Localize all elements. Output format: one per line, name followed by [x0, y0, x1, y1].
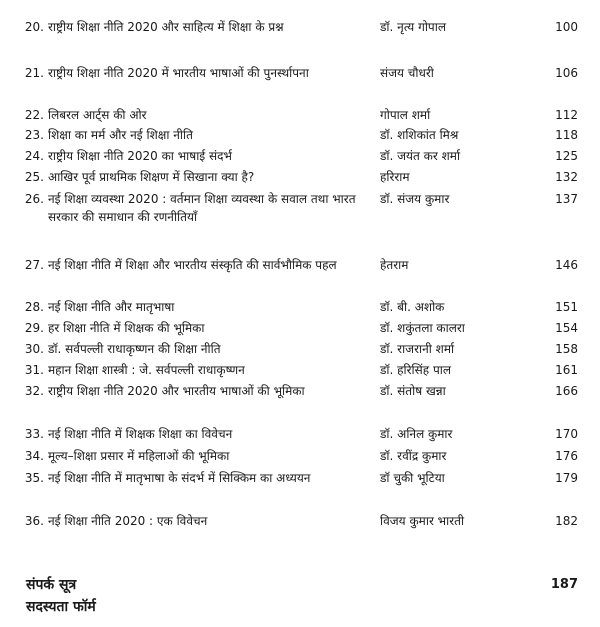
entry-number: 27.	[24, 258, 44, 272]
entry-author: विजय कुमार भारती	[380, 514, 465, 528]
entry-title: नई शिक्षा नीति में मातृभाषा के संदर्भ में सिक्किम का अध्ययन	[48, 471, 311, 485]
entry-page: 170	[555, 427, 578, 441]
entry-number: 28.	[24, 300, 44, 314]
entry-page: 112	[555, 108, 578, 122]
entry-number: 31.	[24, 363, 44, 377]
entry-page: 161	[555, 363, 578, 377]
entry-author: डॉ. नृत्य गोपाल	[380, 20, 446, 34]
entry-author: डॉ. शशिकांत मिश्र	[380, 128, 459, 142]
entry-title: लिबरल आर्ट्स की ओर	[48, 108, 147, 122]
entry-number: 32.	[24, 384, 44, 398]
entry-title: नई शिक्षा नीति और मातृभाषा	[48, 300, 175, 314]
entry-author: डॉ. हरिसिंह पाल	[380, 363, 452, 377]
membership-heading: सदस्यता फॉर्म	[26, 599, 96, 615]
entry-number: 34.	[24, 449, 44, 463]
entry-title: नई शिक्षा नीति 2020 : एक विवेचन	[48, 514, 208, 528]
entry-author: डॉ. जयंत कर शर्मा	[380, 149, 461, 163]
entry-author: डॉ चुकी भूटिया	[380, 471, 445, 485]
entry-title: महान शिक्षा शास्त्री : जे. सर्वपल्ली राधाकृष्णन	[48, 363, 245, 377]
entry-author: डॉ. संजय कुमार	[380, 192, 450, 206]
entry-title: शिक्षा का मर्म और नई शिक्षा नीति	[48, 128, 193, 142]
entry-number: 23.	[24, 128, 44, 142]
entry-number: 33.	[24, 427, 44, 441]
entry-title: राष्ट्रीय शिक्षा नीति 2020 में भारतीय भाषाओं की पुनर्स्थापना	[48, 66, 309, 80]
entry-title: नई शिक्षा नीति में शिक्षक शिक्षा का विवेचन	[48, 427, 233, 441]
entry-author: हरिराम	[380, 170, 410, 184]
entry-number: 36.	[24, 514, 44, 528]
entry-number: 29.	[24, 321, 44, 335]
entry-number: 21.	[24, 66, 44, 80]
entry-page: 146	[555, 258, 578, 272]
entry-page: 100	[555, 20, 578, 34]
entry-page: 179	[555, 471, 578, 485]
entry-number: 25.	[24, 170, 44, 184]
contact-heading: संपर्क सूत्र	[26, 577, 77, 593]
entry-title: नई शिक्षा नीति में शिक्षा और भारतीय संस्कृति की सार्वभौमिक पहल	[48, 258, 337, 272]
entry-page: 158	[555, 342, 578, 356]
entry-author: डॉ. बी. अशोक	[380, 300, 445, 314]
entry-page: 125	[555, 149, 578, 163]
contact-page: 187	[550, 577, 578, 592]
entry-title: मूल्य–शिक्षा प्रसार में महिलाओं की भूमिका	[48, 449, 230, 463]
entry-number: 24.	[24, 149, 44, 163]
entry-title: राष्ट्रीय शिक्षा नीति 2020 और साहित्य में शिक्षा के प्रश्न	[48, 20, 284, 34]
entry-number: 30.	[24, 342, 44, 356]
entry-title: राष्ट्रीय शिक्षा नीति 2020 और भारतीय भाषाओं की भूमिका	[48, 384, 305, 398]
entry-page: 154	[555, 321, 578, 335]
entry-number: 26.	[24, 192, 44, 206]
entry-author: डॉ. शकुंतला कालरा	[380, 321, 465, 335]
entry-author: डॉ. राजरानी शर्मा	[380, 342, 455, 356]
entry-page: 106	[555, 66, 578, 80]
entry-author: डॉ. अनिल कुमार	[380, 427, 453, 441]
entry-author: डॉ. संतोष खन्ना	[380, 384, 446, 398]
entry-title: आखिर पूर्व प्राथमिक शिक्षण में सिखाना क्या है?	[48, 170, 255, 184]
entry-page: 151	[555, 300, 578, 314]
entry-number: 22.	[24, 108, 44, 122]
entry-title: राष्ट्रीय शिक्षा नीति 2020 का भाषाई संदर्भ	[48, 149, 232, 163]
entry-author: हेतराम	[380, 258, 409, 272]
entry-number: 35.	[24, 471, 44, 485]
entry-title: नई शिक्षा व्यवस्था 2020 : वर्तमान शिक्षा व्यवस्था के सवाल तथा भारत सरकार की समाधान की रणनीतियाँ	[48, 192, 356, 224]
entry-page: 182	[555, 514, 578, 528]
entry-page: 176	[555, 449, 578, 463]
entry-page: 132	[555, 170, 578, 184]
entry-title: हर शिक्षा नीति में शिक्षक की भूमिका	[48, 321, 205, 335]
entry-author: गोपाल शर्मा	[380, 108, 431, 122]
entry-page: 118	[555, 128, 578, 142]
entry-page: 137	[555, 192, 578, 206]
entry-title: डॉ. सर्वपल्ली राधाकृष्णन की शिक्षा नीति	[48, 342, 221, 356]
entry-author: संजय चौधरी	[380, 66, 434, 80]
entry-number: 20.	[24, 20, 44, 34]
entry-page: 166	[555, 384, 578, 398]
entry-author: डॉ. रवींद्र कुमार	[380, 449, 447, 463]
